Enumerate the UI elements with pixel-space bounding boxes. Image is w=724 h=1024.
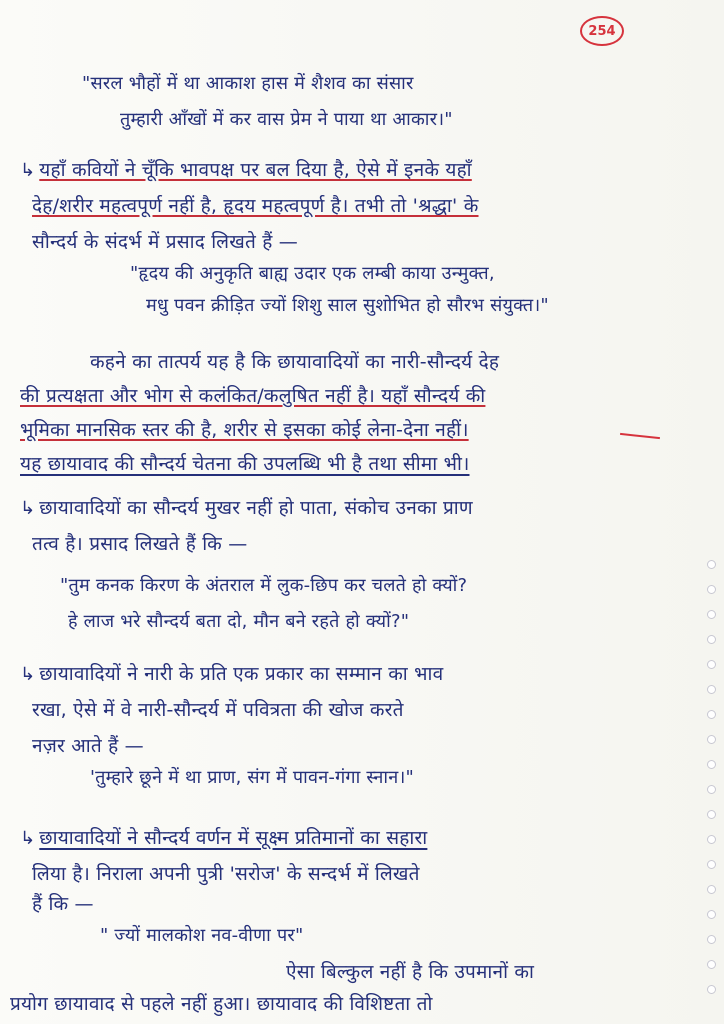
binder-hole <box>707 560 716 569</box>
quote-line-4: मधु पवन क्रीड़ित ज्यों शिशु साल सुशोभित हो सौरभ संयुक्त।" <box>146 295 549 316</box>
paragraph-line-2: देह/शरीर महत्वपूर्ण नहीं है, हृदय महत्वपूर्ण है। तभी तो 'श्रद्धा' के <box>32 195 479 217</box>
arrow-icon: ↳ <box>20 498 36 519</box>
quote-line-1: "सरल भौहों में था आकाश हास में शैशव का संसार <box>82 73 414 94</box>
quote-line-3: "हृदय की अनुकृति बाह्य उदार एक लम्बी काया उन्मुक्त, <box>130 263 495 284</box>
arrow-icon: ↳ <box>20 664 36 685</box>
binder-hole <box>707 685 716 694</box>
red-arrow-mark <box>620 433 660 439</box>
binder-hole <box>707 735 716 744</box>
page-number-badge: 254 <box>580 16 624 46</box>
binder-hole <box>707 610 716 619</box>
paragraph-line-8: ↳ छायावादियों का सौन्दर्य मुखर नहीं हो पाता, संकोच उनका प्राण <box>20 497 473 519</box>
binder-hole <box>707 960 716 969</box>
binder-hole <box>707 810 716 819</box>
binder-hole <box>707 710 716 719</box>
paragraph-line-5: की प्रत्यक्षता और भोग से कलंकित/कलुषित नहीं है। यहाँ सौन्दर्य की <box>20 385 486 407</box>
binder-hole <box>707 760 716 769</box>
binder-hole <box>707 635 716 644</box>
arrow-icon: ↳ <box>20 160 36 181</box>
quote-line-7: 'तुम्हारे छूने में था प्राण, संग में पावन-गंगा स्नान।" <box>90 767 414 788</box>
paragraph-line-7: यह छायावाद की सौन्दर्य चेतना की उपलब्धि भी है तथा सीमा भी। <box>20 453 470 475</box>
quote-line-6: हे लाज भरे सौन्दर्य बता दो, मौन बने रहते हो क्यों?" <box>68 611 410 632</box>
quote-line-5: "तुम कनक किरण के अंतराल में लुक-छिप कर चलते हो क्यों? <box>60 575 468 596</box>
paragraph-line-4: कहने का तात्पर्य यह है कि छायावादियों का नारी-सौन्दर्य देह <box>90 351 500 373</box>
binder-hole <box>707 835 716 844</box>
paragraph-line-12: नज़र आते हैं — <box>32 735 144 757</box>
paragraph-line-15: हैं कि — <box>32 893 94 915</box>
paragraph-line-10: ↳ छायावादियों ने नारी के प्रति एक प्रकार का सम्मान का भाव <box>20 663 444 685</box>
binder-hole <box>707 785 716 794</box>
paragraph-line-6: भूमिका मानसिक स्तर की है, शरीर से इसका कोई लेना-देना नहीं। <box>20 419 469 441</box>
paragraph-line-14: लिया है। निराला अपनी पुत्री 'सरोज' के सन्दर्भ में लिखते <box>32 863 420 885</box>
paragraph-line-16: ऐसा बिल्कुल नहीं है कि उपमानों का <box>286 961 535 983</box>
paragraph-line-13: ↳ छायावादियों ने सौन्दर्य वर्णन में सूक्ष्म प्रतिमानों का सहारा <box>20 827 428 849</box>
binder-hole <box>707 585 716 594</box>
binder-hole <box>707 985 716 994</box>
paragraph-line-3: सौन्दर्य के संदर्भ में प्रसाद लिखते हैं — <box>32 231 298 253</box>
binder-hole <box>707 935 716 944</box>
quote-line-8: " ज्यों मालकोश नव-वीणा पर" <box>100 925 304 946</box>
paragraph-line-1: ↳ यहाँ कवियों ने चूँकि भावपक्ष पर बल दिया है, ऐसे में इनके यहाँ <box>20 159 472 181</box>
quote-line-2: तुम्हारी आँखों में कर वास प्रेम ने पाया था आकार।" <box>120 109 453 130</box>
binder-hole <box>707 860 716 869</box>
binder-hole <box>707 910 716 919</box>
paragraph-line-11: रखा, ऐसे में वे नारी-सौन्दर्य में पवित्रता की खोज करते <box>32 699 404 721</box>
binder-hole <box>707 885 716 894</box>
binder-hole <box>707 660 716 669</box>
paragraph-line-9: तत्व है। प्रसाद लिखते हैं कि — <box>32 533 248 555</box>
arrow-icon: ↳ <box>20 828 36 849</box>
paragraph-line-17: प्रयोग छायावाद से पहले नहीं हुआ। छायावाद की विशिष्टता तो <box>10 993 433 1015</box>
